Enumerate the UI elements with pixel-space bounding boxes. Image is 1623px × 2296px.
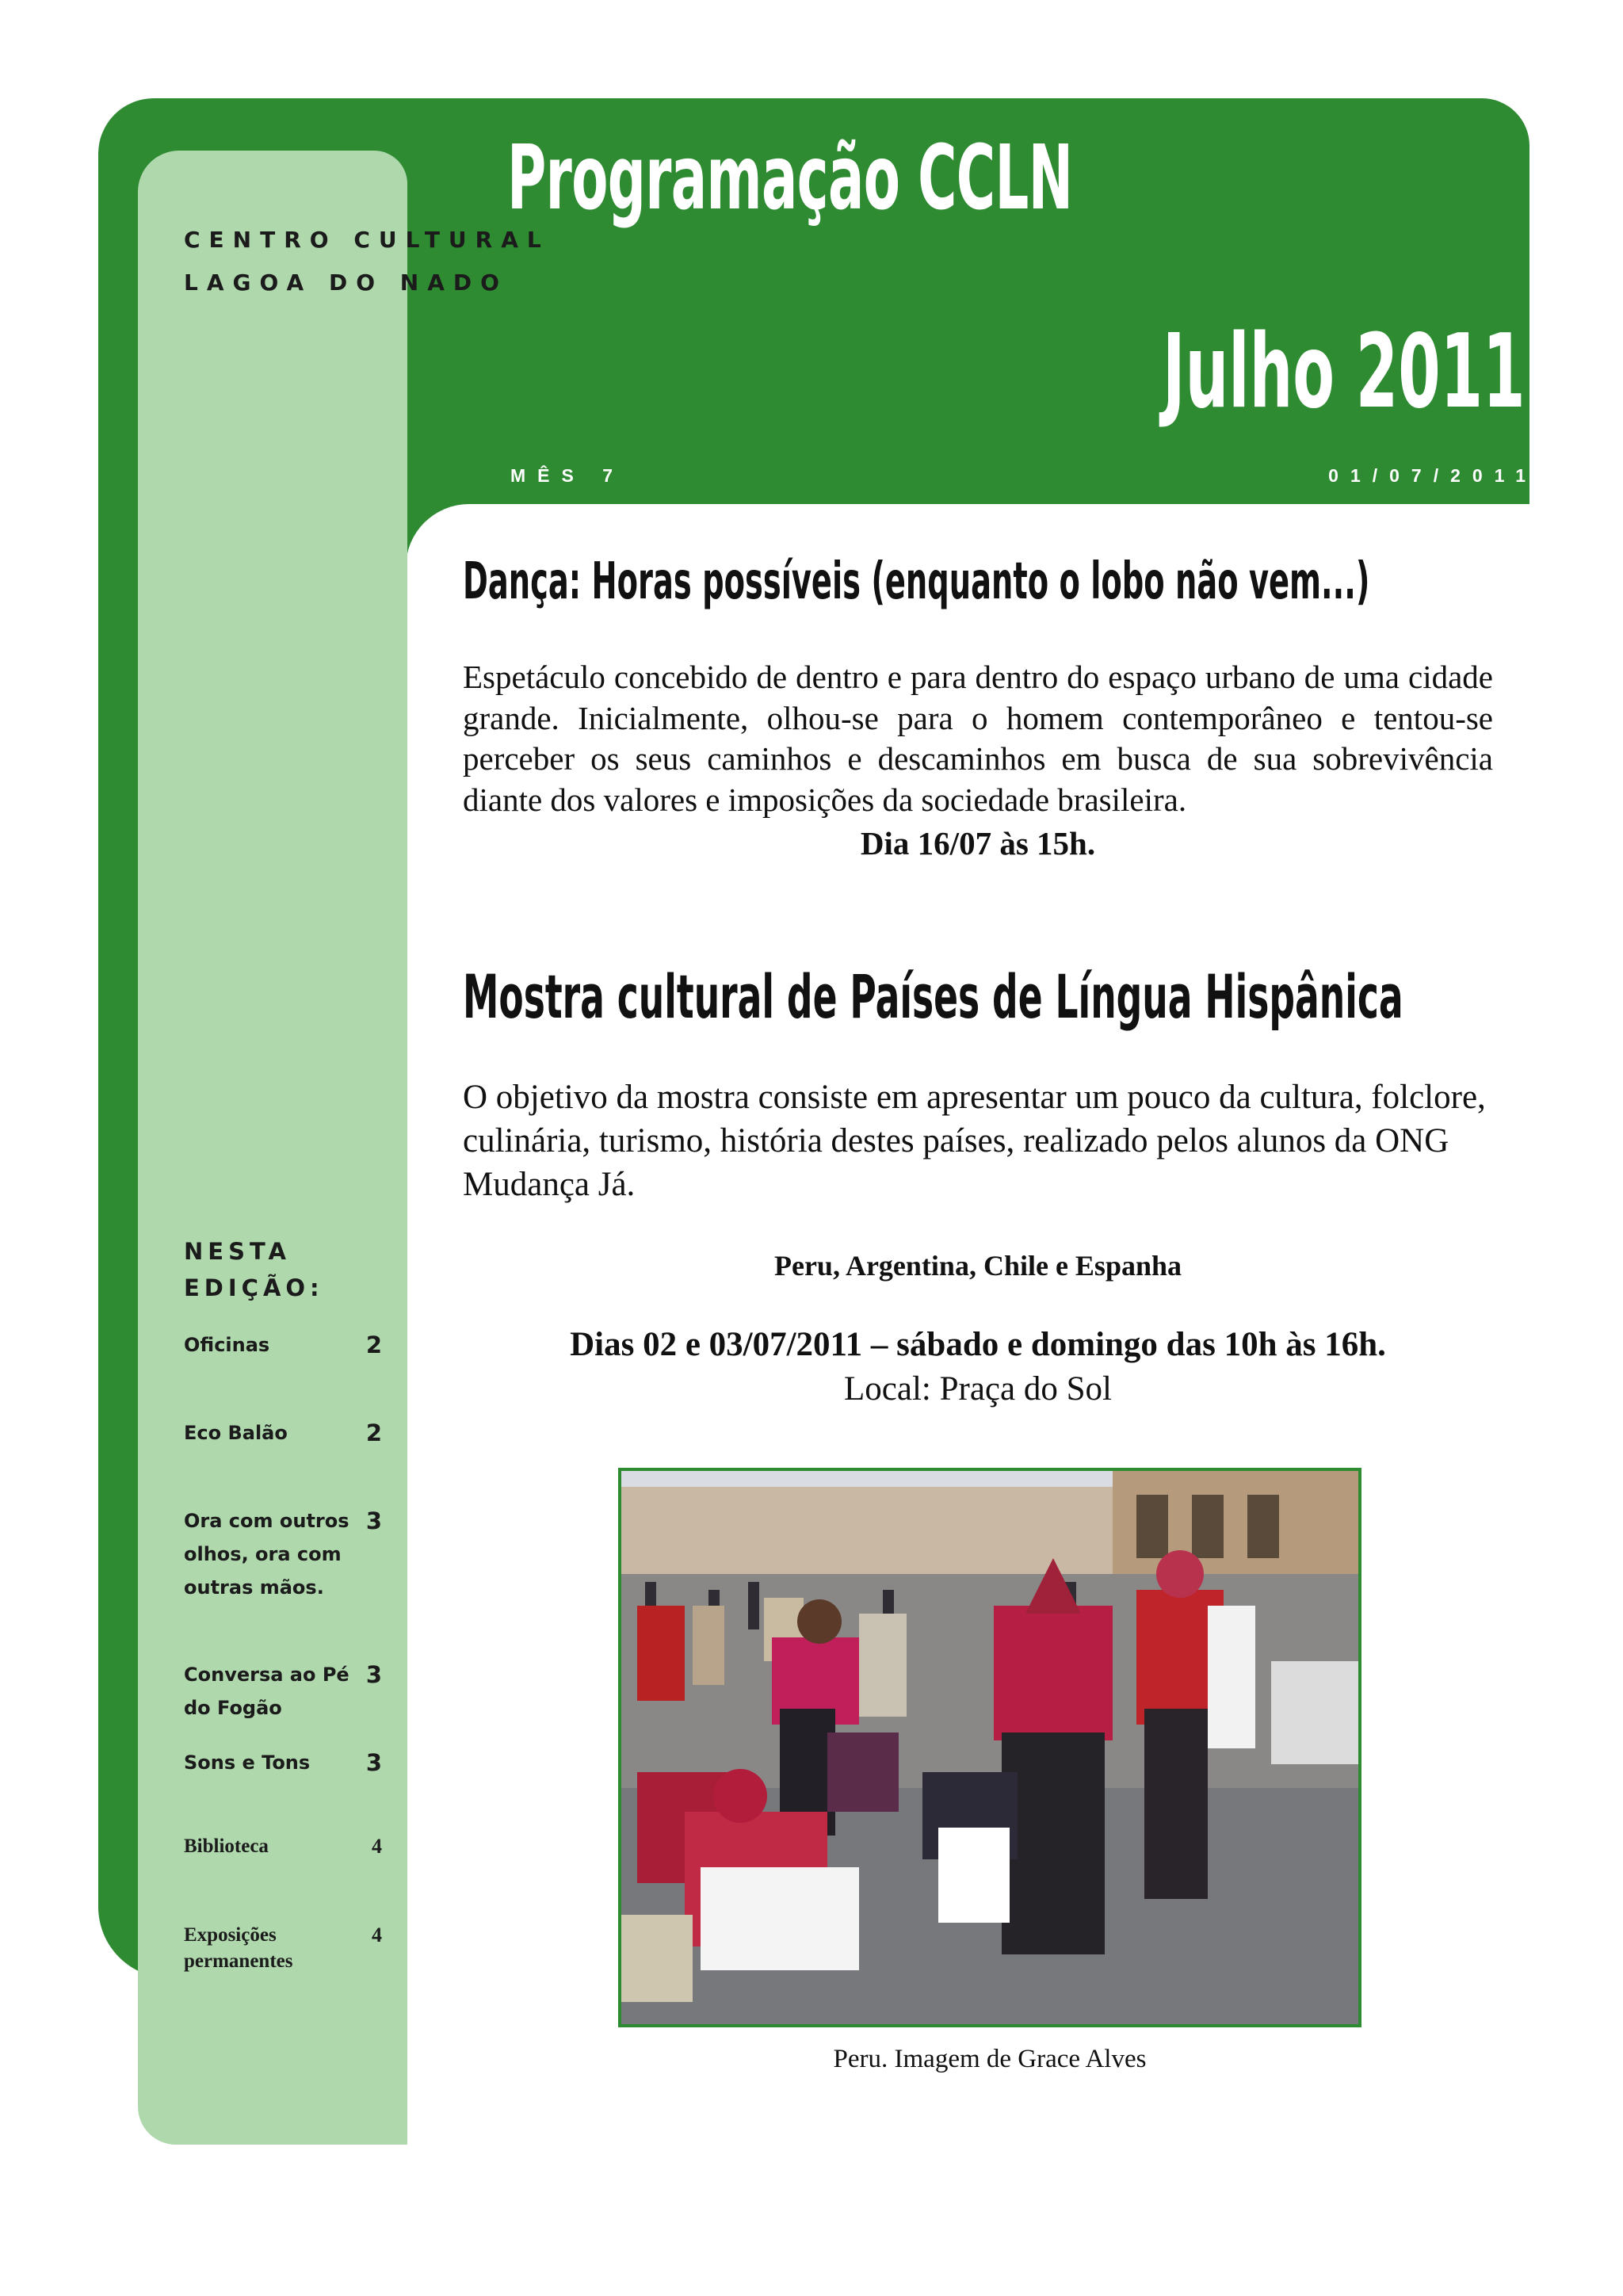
issue-date: 01/07/2011: [1328, 465, 1537, 486]
newsletter-title: Programação CCLN: [507, 127, 1073, 230]
toc-heading-line-2: EDIÇÃO:: [184, 1274, 324, 1301]
org-name-line-2: LAGOA DO NADO: [184, 269, 508, 296]
issue-number: MÊS 7: [510, 465, 625, 486]
toc-item-page: 3: [365, 1507, 382, 1534]
toc-heading-line-1: NESTA: [184, 1238, 291, 1265]
toc-item-label: Conversa ao Pé do Fogão: [184, 1664, 349, 1719]
toc-item-page: 3: [365, 1661, 382, 1688]
toc-item-label: Ora com outros olhos, ora com outras mãos.: [184, 1510, 349, 1599]
article-dance-date: Dia 16/07 às 15h.: [860, 825, 1096, 861]
toc-item-label: Biblioteca: [184, 1836, 269, 1857]
photo-caption: Peru. Imagem de Grace Alves: [833, 2045, 1147, 2073]
toc-item-page: 2: [365, 1419, 382, 1446]
article-dance-title: Dança: Horas possíveis (enquanto o lobo não vem...): [463, 552, 1370, 611]
toc-item-label: Oficinas: [184, 1334, 270, 1356]
toc-item-page: 4: [372, 1924, 382, 1946]
newsletter-month: Julho 2011: [1162, 313, 1525, 431]
toc-item-label: Exposições permanentes: [184, 1924, 293, 1972]
exhibit-photo: [618, 1468, 1361, 2027]
toc-heading: [184, 1233, 324, 1306]
toc-item-page: 4: [372, 1835, 382, 1858]
exhibit-dates: Dias 02 e 03/07/2011 – sábado e domingo das 10h às 16h.: [570, 1326, 1386, 1363]
article-exhibit-body: O objetivo da mostra consiste em apresentar um pouco da cultura, folclore, culinária, turismo, história destes países, realizado pelos alunos da ONG Mudança Já.: [463, 1079, 1486, 1203]
toc-item-label: Sons e Tons: [184, 1752, 311, 1774]
exhibit-location: Local: Praça do Sol: [844, 1370, 1112, 1408]
toc-item-page: 2: [365, 1331, 382, 1358]
article-exhibit-title: Mostra cultural de Países de Língua Hispânica: [463, 961, 1403, 1032]
toc-item-label: Eco Balão: [184, 1422, 288, 1444]
org-name-line-1: CENTRO CULTURAL: [184, 227, 550, 253]
exhibit-countries: Peru, Argentina, Chile e Espanha: [773, 1250, 1182, 1282]
toc-item-page: 3: [365, 1749, 382, 1776]
article-dance-body: Espetáculo concebido de dentro e para dentro do espaço urbano de uma cidade grande. Inicialmente, olhou-se para o homem contemporâneo e tentou-se perceber os seus caminhos e descaminhos em busca de sua sobrevivência diante dos valores e imposições da sociedade brasileira.: [463, 659, 1493, 818]
